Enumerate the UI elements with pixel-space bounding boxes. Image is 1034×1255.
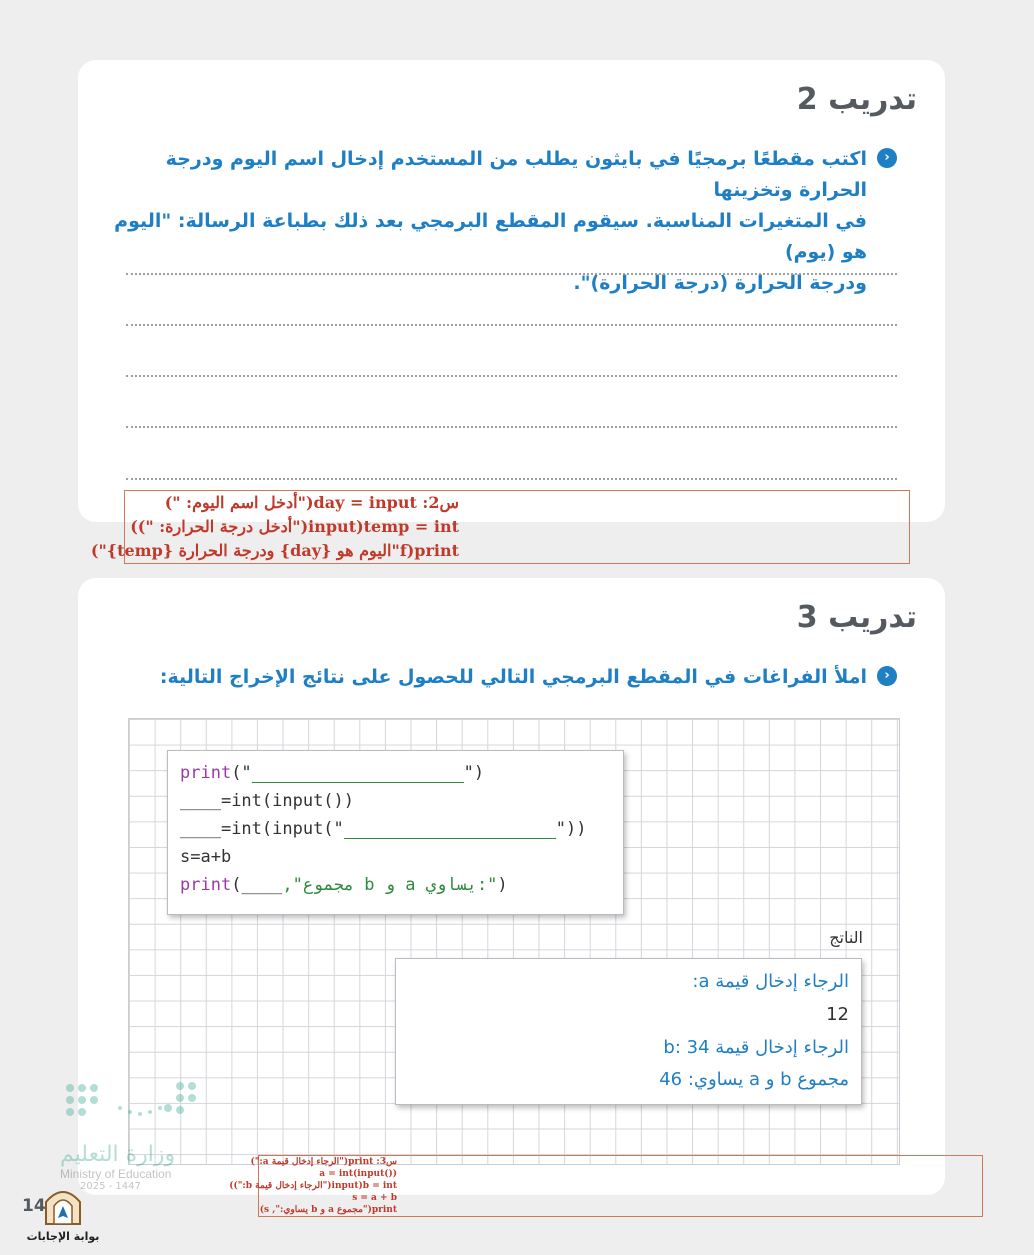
code-line-2: ____=int(input()) — [180, 791, 355, 811]
code-blank[interactable]: ____ — [241, 875, 283, 895]
output-line-3: الرجاء إدخال قيمة b: 34 — [663, 1037, 849, 1058]
ministry-year: 2025 - 1447 — [80, 1181, 141, 1192]
code-blank[interactable]: ____ — [180, 791, 221, 811]
portal-name: بوابة الإجابات — [26, 1230, 100, 1243]
page-number: 14 — [22, 1196, 46, 1216]
output-line-1: الرجاء إدخال قيمة a: — [692, 971, 849, 992]
exercise-2-question: اكتب مقطعًا برمجيًا في بايثون يطلب من المستخدم إدخال اسم اليوم ودرجة الحرارة وتخزينها في المتغيرات المناسبة. سيقوم المقطع البرمجي بعد ذلك بطباعة الرسالة: "اليوم هو (يوم) ودرجة الحرارة (درجة الحرارة)". — [114, 148, 867, 294]
output-label: الناتج — [829, 928, 863, 947]
exercise-3-answer: س3: print("الرجاء إدخال قيمة a:") a = int(input()) b = int(input("الرجاء إدخال قيمة b:")) s = a + b print("مجموع a و b يساوي:", s) — [258, 1155, 983, 1217]
answer-line[interactable] — [126, 273, 897, 275]
exercise-3-question: املأ الفراغات في المقطع البرمجي التالي للحصول على نتائج الإخراج التالية: — [159, 666, 867, 688]
code-blank[interactable] — [252, 768, 464, 783]
code-blank[interactable]: ____ — [180, 819, 221, 839]
ministry-name-en: Ministry of Education — [60, 1167, 172, 1181]
answer-line[interactable] — [126, 324, 897, 326]
code-line-5: print(____,"مجموع b و a يساوي:") — [180, 875, 508, 895]
answer-line[interactable] — [126, 375, 897, 377]
output-line-2: 12 — [826, 1004, 849, 1025]
code-snippet — [167, 750, 624, 915]
code-blank[interactable] — [344, 824, 556, 839]
exercise-2-answer: س2: day = input("أدخل اسم اليوم: ") temp = int(input("أدخل درجة الحرارة: ")) print(f"اليوم هو {day} ودرجة الحرارة {temp}") — [124, 490, 910, 564]
exercise-2-card — [78, 60, 945, 522]
exercise-2-title: تدريب 2 — [796, 82, 917, 117]
answer-line[interactable] — [126, 478, 897, 480]
output-line-4: مجموع b و a يساوي: 46 — [659, 1069, 849, 1090]
code-line-1: print(" ") — [180, 763, 485, 783]
code-line-3: ____=int(input(" ")) — [180, 819, 587, 839]
exercise-3-title: تدريب 3 — [796, 600, 917, 635]
ministry-logo-icon — [60, 1078, 200, 1138]
output-box — [395, 958, 862, 1105]
ministry-name-ar: وزارة التعليم — [60, 1142, 176, 1167]
answer-line[interactable] — [126, 426, 897, 428]
chevron-right-icon: › — [877, 148, 897, 168]
chevron-right-icon: › — [877, 666, 897, 686]
portal-logo-icon — [16, 1184, 110, 1226]
portal-badge — [16, 1184, 110, 1244]
code-line-4: s=a+b — [180, 847, 232, 867]
